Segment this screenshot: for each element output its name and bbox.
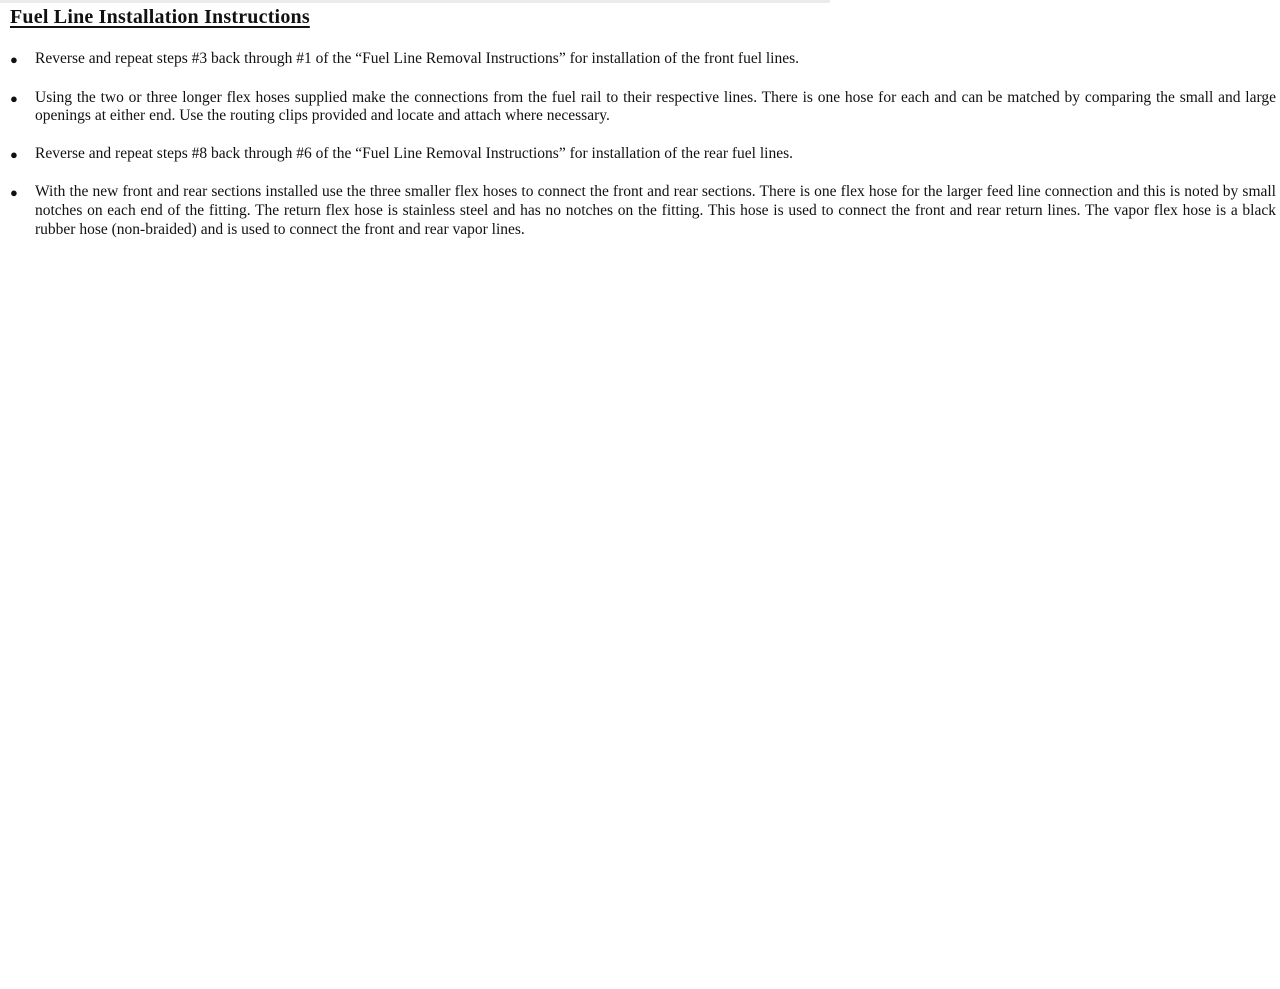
bullet-text: Reverse and repeat steps #3 back through #1 of the “Fuel Line Removal Instructions” for installation of the front fuel lines. — [35, 50, 800, 67]
bullet-text: Reverse and repeat steps #8 back through #6 of the “Fuel Line Removal Instructions” for installation of the rear fuel lines. — [35, 144, 793, 162]
bullet-icon: ● — [10, 90, 18, 106]
bullet-icon: ● — [10, 146, 18, 162]
list-item — [10, 50, 1276, 70]
top-edge-line — [0, 0, 830, 3]
bullet-text: With the new front and rear sections installed use the three smaller flex hoses to connect the front and rear sections. There is one flex hose for the larger feed line connection and this is noted by small notches on each end of the fitting. The return flex hose is stainless steel and has no notches on the fitting. This hose is used to connect the front and rear return lines. The vapor flex hose is a black rubber hose (non-braided) and is used to connect the front and rear vapor lines. — [35, 183, 1276, 238]
bullet-icon: ● — [10, 185, 18, 201]
bullet-text: Using the two or three longer flex hoses supplied make the connections from the fuel rail to their respective lines. There is one hose for each and can be matched by comparing the small and large openings at either end. Use the routing clips provided and locate and attach where necessary. — [35, 88, 1276, 125]
document-content — [10, 5, 1276, 258]
list-item — [10, 183, 1276, 239]
list-item — [10, 89, 1276, 126]
page-title: Fuel Line Installation Instructions — [10, 6, 310, 28]
bullet-list — [10, 50, 1276, 239]
bullet-icon: ● — [10, 52, 18, 67]
list-item — [10, 145, 1276, 165]
